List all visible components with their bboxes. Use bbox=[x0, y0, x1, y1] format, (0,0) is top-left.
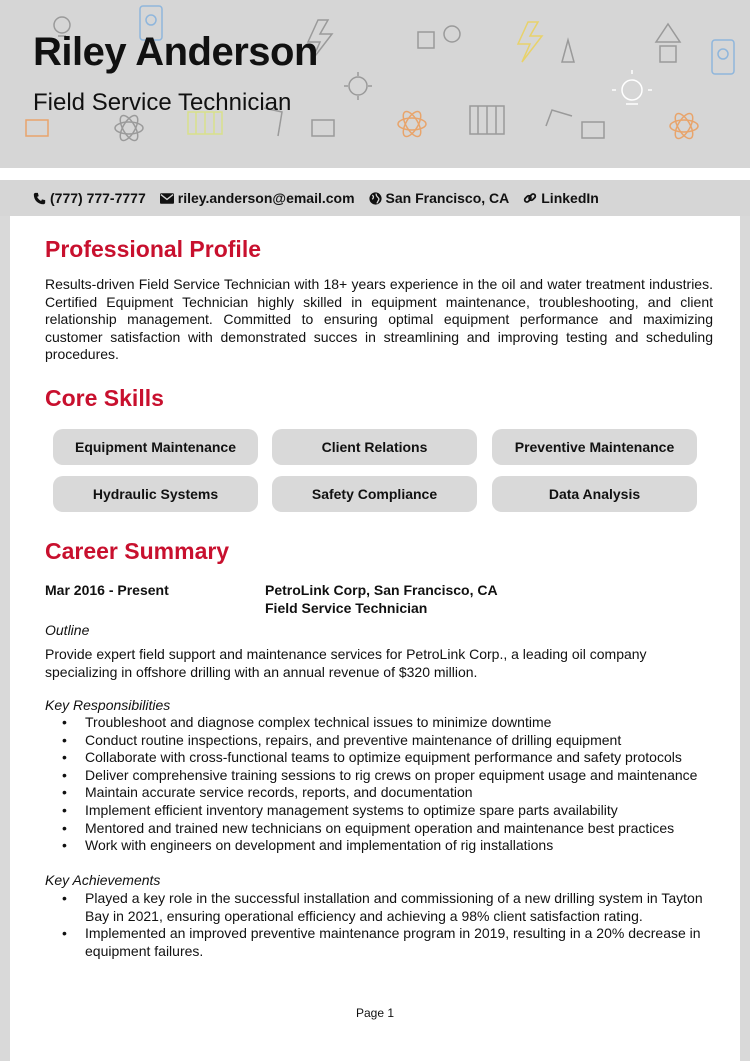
contact-location[interactable] bbox=[369, 190, 510, 206]
gear-doodle-icon bbox=[344, 72, 372, 100]
contact-phone-text: (777) 777-7777 bbox=[50, 190, 146, 206]
outline-text: Provide expert field support and maintenance services for PetroLink Corp., a leading oil company specializing in offshore drilling with an annual revenue of $320 million. bbox=[45, 646, 647, 680]
list-item: • Deliver comprehensive training sessions to rig crews on proper equipment usage and maintenance bbox=[45, 767, 713, 785]
contact-linkedin[interactable] bbox=[523, 190, 599, 206]
shapes-doodle-icon-2 bbox=[656, 24, 680, 62]
atom-doodle-icon-3 bbox=[670, 111, 698, 141]
skill-pill: Hydraulic Systems bbox=[53, 476, 258, 512]
contact-linkedin-text: LinkedIn bbox=[541, 190, 599, 206]
list-item: • Conduct routine inspections, repairs, and preventive maintenance of drilling equipment bbox=[45, 732, 713, 750]
skill-pill: Client Relations bbox=[272, 429, 477, 465]
bulb-doodle-icon-2 bbox=[612, 70, 652, 104]
shapes-doodle-icon bbox=[418, 26, 460, 48]
career-heading: Career Summary bbox=[45, 538, 230, 564]
achievements-label: Key Achievements bbox=[45, 872, 161, 888]
phone-doodle-icon-2 bbox=[712, 40, 734, 74]
outline-label: Outline bbox=[45, 622, 90, 638]
link-icon bbox=[523, 191, 537, 205]
responsibilities-label: Key Responsibilities bbox=[45, 697, 171, 713]
contact-phone[interactable] bbox=[33, 190, 146, 206]
decorative-pattern bbox=[0, 0, 750, 168]
mail-doodle-icon-2 bbox=[582, 122, 604, 138]
candidate-name: Riley Anderson bbox=[33, 30, 318, 74]
job-role: Field Service Technician bbox=[265, 600, 428, 616]
list-item: • Played a key role in the successful installation and commissioning of a new drilling system in Tayton Bay in 2021, ensuring operational efficiency and achieving a 98% client satisfaction rating. bbox=[45, 890, 713, 925]
profile-heading: Professional Profile bbox=[45, 236, 262, 262]
skill-pill: Equipment Maintenance bbox=[53, 429, 258, 465]
list-item: • Troubleshoot and diagnose complex technical issues to minimize downtime bbox=[45, 714, 713, 732]
envelope-icon bbox=[160, 193, 174, 204]
building-doodle-icon-2 bbox=[470, 106, 504, 134]
globe-icon bbox=[369, 192, 382, 205]
folder-doodle-icon bbox=[26, 120, 48, 136]
contact-location-text: San Francisco, CA bbox=[385, 190, 510, 206]
job-company: PetroLink Corp, San Francisco, CA bbox=[265, 582, 498, 598]
skills-heading: Core Skills bbox=[45, 385, 164, 411]
list-item: • Implemented an improved preventive maintenance program in 2019, resulting in a 20% decrease in equipment failures. bbox=[45, 925, 713, 960]
mail-doodle-icon bbox=[312, 120, 334, 136]
skill-pill: Data Analysis bbox=[492, 476, 697, 512]
resume-page bbox=[10, 216, 740, 1061]
list-item: • Mentored and trained new technicians on equipment operation and maintenance best practices bbox=[45, 820, 713, 838]
job-dates: Mar 2016 - Present bbox=[45, 582, 169, 598]
responsibilities-list bbox=[45, 714, 713, 855]
phone-icon bbox=[33, 192, 46, 205]
skill-pill: Safety Compliance bbox=[272, 476, 477, 512]
candidate-title: Field Service Technician bbox=[33, 89, 292, 116]
lightning-doodle-icon-2 bbox=[518, 22, 542, 62]
resume-header bbox=[0, 0, 750, 168]
contact-email-text: riley.anderson@email.com bbox=[177, 190, 355, 206]
achievements-list bbox=[45, 890, 713, 960]
list-item: • Maintain accurate service records, reports, and documentation bbox=[45, 784, 713, 802]
contact-bar bbox=[0, 180, 750, 216]
atom-doodle-icon-2 bbox=[398, 109, 426, 139]
contact-email[interactable] bbox=[160, 190, 355, 206]
fire-doodle-icon bbox=[562, 40, 574, 62]
sticky-doodle-icon-2 bbox=[546, 110, 572, 126]
atom-doodle-icon bbox=[115, 113, 143, 143]
page-number: Page 1 bbox=[355, 1006, 395, 1020]
list-item: • Work with engineers on development and implementation of rig installations bbox=[45, 837, 713, 855]
profile-text: Results-driven Field Service Technician with 18+ years experience in the oil and water treatment industries. Certified Equipment Technician highly skilled in equipment maintenance, troubleshooting, and client relationship management. Committed to ensuring optimal equipment performance and maximizing customer satisfaction with demonstrated succes in streamlining and improving testing and scheduling procedures. bbox=[45, 276, 713, 363]
header-divider bbox=[0, 168, 750, 180]
list-item: • Collaborate with cross-functional teams to optimize equipment performance and safety protocols bbox=[45, 749, 713, 767]
list-item: • Implement efficient inventory management systems to optimize spare parts availability bbox=[45, 802, 713, 820]
skill-pill: Preventive Maintenance bbox=[492, 429, 697, 465]
